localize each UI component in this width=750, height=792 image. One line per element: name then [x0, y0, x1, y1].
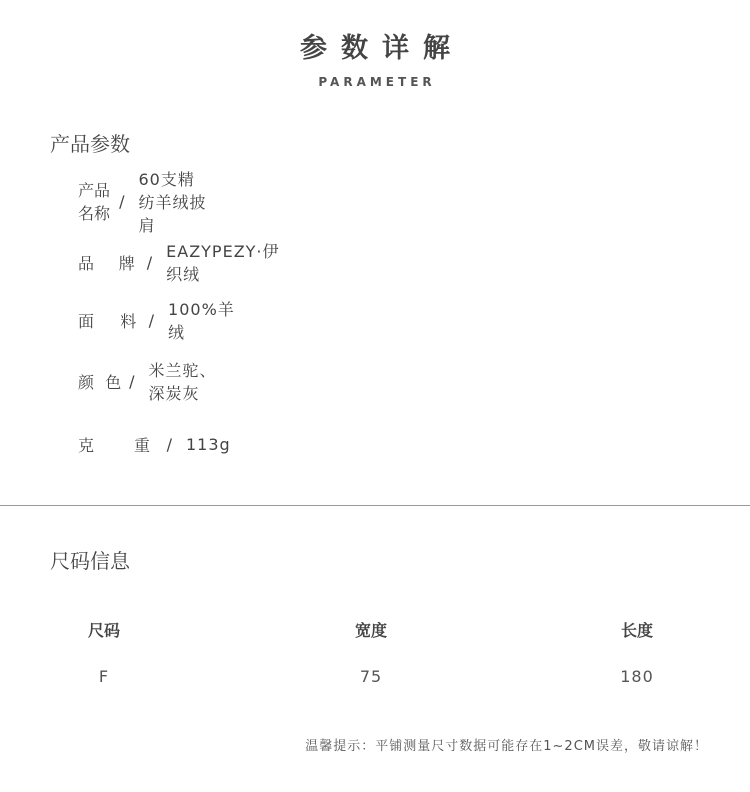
param-label: 产品名称 [78, 181, 111, 223]
size-info-heading: 尺码信息 [50, 549, 130, 573]
param-separator: / [129, 371, 135, 391]
page-title: 参数详解 [300, 33, 464, 64]
size-header-width: 宽度 [354, 621, 388, 640]
size-cell-width: 75 [359, 667, 383, 686]
param-row-weight [78, 431, 231, 457]
param-value: 60支精纺羊绒披肩 [138, 169, 207, 235]
size-header-size: 尺码 [87, 621, 121, 640]
param-separator: / [148, 310, 155, 330]
param-row-color [78, 361, 220, 403]
product-params-heading: 产品参数 [50, 132, 130, 156]
param-value: 113g [186, 434, 231, 454]
page-header [0, 26, 750, 89]
param-label: 颜 色 [78, 372, 122, 392]
param-separator: / [146, 252, 153, 272]
param-label: 克 重 [78, 435, 150, 455]
param-separator: / [166, 434, 172, 454]
param-row-fabric [78, 300, 236, 342]
size-cell-size: F [98, 667, 110, 686]
section-divider [0, 505, 750, 506]
size-cell-length: 180 [620, 667, 654, 686]
page-subtitle: PARAMETER [318, 75, 436, 89]
param-value: 米兰驼、深炭灰 [148, 361, 217, 403]
param-value: 100%羊绒 [168, 300, 235, 342]
param-separator: / [119, 191, 125, 211]
measurement-note: 温馨提示：平铺测量尺寸数据可能存在1~2CM误差，敬请谅解！ [305, 739, 708, 754]
param-row-brand [78, 242, 282, 284]
param-label: 品 牌 [78, 253, 135, 273]
param-row-name [78, 169, 208, 235]
size-header-length: 长度 [620, 621, 654, 640]
param-label: 面 料 [78, 311, 137, 331]
param-value: EAZYPEZY·伊织绒 [166, 242, 280, 284]
